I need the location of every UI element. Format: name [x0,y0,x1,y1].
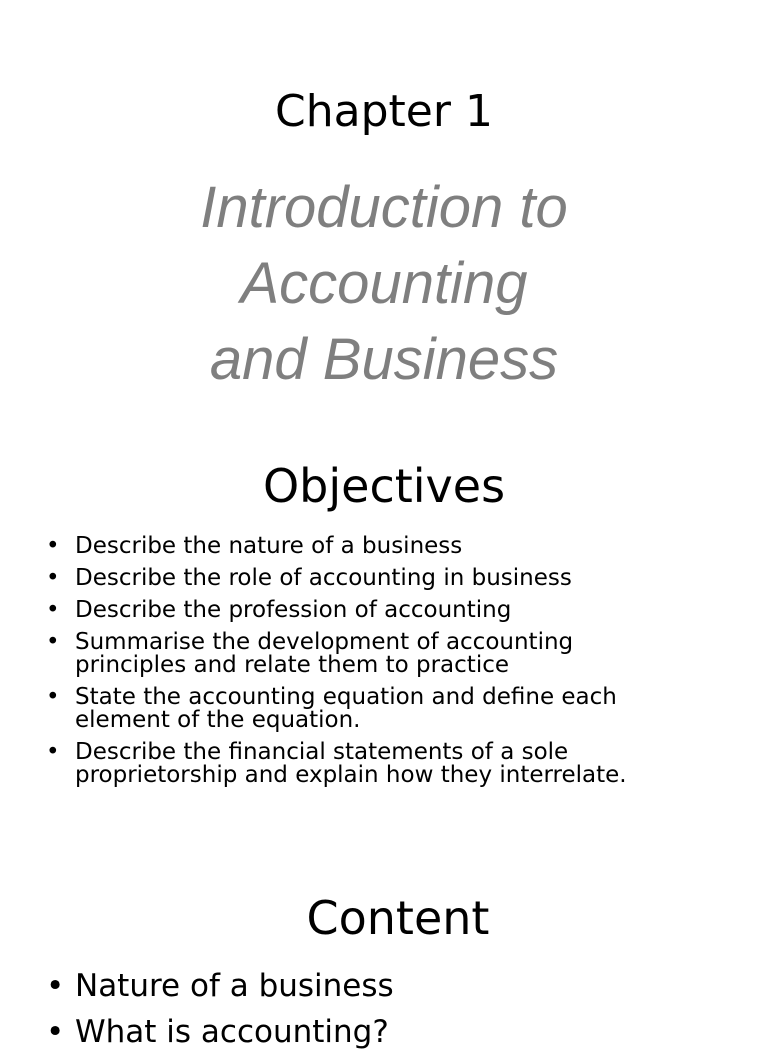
objective-item [0,599,690,622]
content-text: What is accounting? [75,1014,389,1050]
bullet-icon: • [46,968,65,1004]
intro-title [0,170,768,398]
bullet-icon: • [46,597,60,623]
objectives-list [0,535,690,796]
objective-text: State the accounting equation and define each element of the equation. [75,684,617,733]
objective-text: Describe the nature of a business [75,533,463,559]
objective-item [0,535,690,558]
objective-text: Describe the profession of accounting [75,597,512,623]
objective-item [0,741,690,787]
content-text: Nature of a business [75,968,394,1004]
bullet-icon: • [46,739,60,765]
objective-text: Describe the financial statements of a sole proprietorship and explain how they interrelate. [75,739,627,788]
content-item [0,1012,700,1052]
intro-line: and Business [209,327,559,392]
chapter-title: Chapter 1 [275,86,493,137]
bullet-icon: • [46,629,60,655]
bullet-icon: • [46,565,60,591]
objective-item [0,686,690,732]
content-item [0,966,700,1006]
objectives-heading: Objectives [262,459,506,513]
objective-text: Describe the role of accounting in business [75,565,572,591]
bullet-icon: • [46,1014,65,1050]
objective-item [0,631,690,677]
intro-line: Introduction to [200,175,568,240]
bullet-icon: • [46,684,60,710]
intro-line: Accounting [240,251,528,316]
bullet-icon: • [46,533,60,559]
content-list [0,966,700,1058]
content-heading: Content [306,891,490,945]
objective-item [0,567,690,590]
objective-text: Summarise the development of accounting principles and relate them to practice [75,629,574,678]
